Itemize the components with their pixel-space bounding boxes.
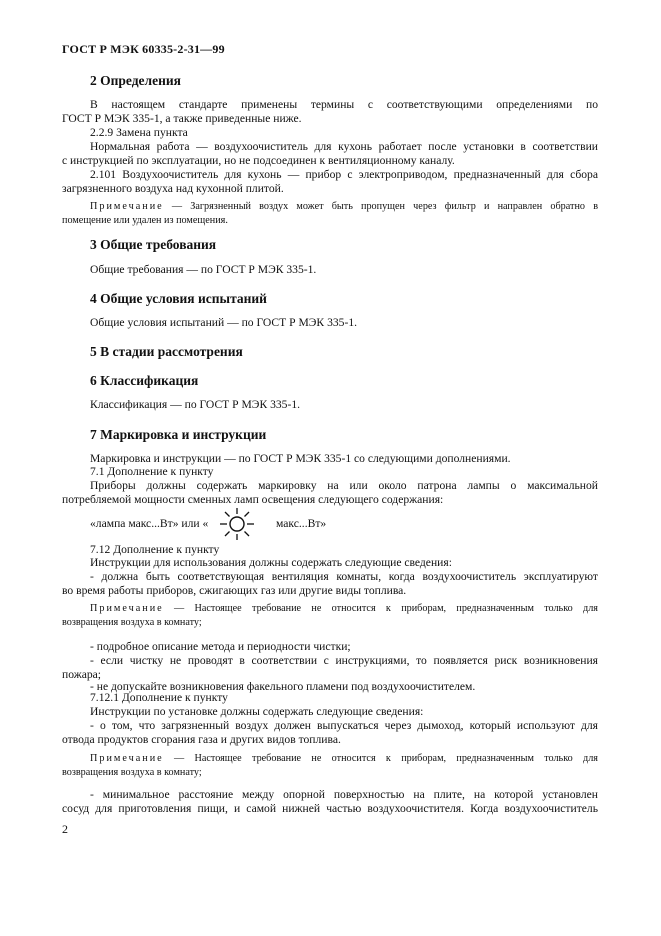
fire-risk-line2: пожара; (62, 668, 102, 681)
note-1-text: — Загрязненный воздух может быть пропущен через фильтр и направлен обратно в (163, 201, 598, 212)
ventilation-line1: - должна быть соответствующая вентиляция комнаты, когда воздухоочиститель эксплуатируют (90, 570, 598, 583)
note-2-line2: возвращения воздуха в комнату; (62, 617, 202, 628)
marking-text: «лампа макс...Вт» или « (90, 517, 209, 530)
note-1-line1 (90, 200, 598, 214)
flue-line1: - о том, что загрязненный воздух должен выпускаться через дымоход, который используют для (90, 719, 598, 732)
clause-7-12-1: 7.12.1 Дополнение к пункту (90, 691, 228, 704)
page-number: 2 (62, 822, 68, 836)
note-2-label: Примечание (90, 603, 164, 614)
clause-7-12: 7.12 Дополнение к пункту (90, 543, 220, 556)
installation-intro: Инструкции по установке должны содержать следующие сведения: (90, 705, 424, 718)
normal-operation-line2: с инструкцией по эксплуатации, но не подсоединен к вентиляционному каналу. (62, 154, 455, 167)
clause-2-101-line1: 2.101 Воздухоочиститель для кухонь — прибор с электроприводом, предназначенный для сбора (90, 168, 598, 181)
section-4-heading: 4 Общие условия испытаний (90, 291, 267, 306)
note-2-line1 (90, 602, 598, 616)
lamp-icon (217, 506, 257, 542)
section-6-heading: 6 Классификация (90, 373, 199, 388)
marking-suffix: макс...Вт» (276, 517, 327, 530)
section-7-heading: 7 Маркировка и инструкции (90, 427, 267, 442)
clause-7-1-line1: Приборы должны содержать маркировку на или около патрона лампы о максимальной (90, 479, 598, 492)
note-2-text: — Настоящее требование не относится к приборам, предназначенным только для (163, 603, 598, 614)
note-3-text: — Настоящее требование не относится к приборам, предназначенным только для (163, 753, 598, 764)
note-1-label: Примечание (90, 201, 164, 212)
distance-line2: сосуд для приготовления пищи, и самой нижней частью воздухоочистителя. Когда воздухоочиститель (62, 802, 598, 815)
section-7-intro: Маркировка и инструкции — по ГОСТ Р МЭК 335-1 со следующими дополнениями. (90, 452, 511, 465)
section-2-heading: 2 Определения (90, 73, 181, 88)
note-3-label: Примечание (90, 753, 164, 764)
clause-7-1: 7.1 Дополнение к пункту (90, 465, 214, 478)
section-6-text: Классификация — по ГОСТ Р МЭК 335-1. (90, 398, 301, 411)
cleaning-item: - подробное описание метода и периодности чистки; (90, 640, 351, 653)
section-2-intro-line2: ГОСТ Р МЭК 335-1, а также приведенные ниже. (62, 112, 302, 125)
section-2-intro-line1: В настоящем стандарте применены термины с соответствующими определениями по (90, 98, 598, 111)
fire-risk-line1: - если чистку не проводят в соответствии с инструкциями, то появляется риск возникновения (90, 654, 598, 667)
flame-item: - не допускайте возникновения факельного пламени под воздухоочистителем. (90, 680, 476, 693)
section-3-heading: 3 Общие требования (90, 237, 217, 252)
clause-7-1-line2: потребляемой мощности сменных ламп освещения следующего содержания: (62, 493, 444, 506)
clause-2-2-9: 2.2.9 Замена пункта (90, 126, 188, 139)
clause-7-12-line1: Инструкции для использования должны содержать следующие сведения: (90, 556, 452, 569)
section-3-text: Общие требования — по ГОСТ Р МЭК 335-1. (90, 263, 317, 276)
note-1-line2: помещение или удален из помещения. (62, 215, 228, 226)
clause-2-101-line2: загрязненного воздуха над кухонной плитой. (62, 182, 284, 195)
ventilation-line2: во время работы приборов, сжигающих газ или другие виды топлива. (62, 584, 407, 597)
flue-line2: отвода продуктов сгорания газа и других видов топлива. (62, 733, 341, 746)
document-header: ГОСТ Р МЭК 60335-2-31—99 (62, 42, 225, 56)
distance-line1: - минимальное расстояние между опорной поверхностью на плите, на которой установлен (90, 788, 598, 801)
section-4-text: Общие условия испытаний — по ГОСТ Р МЭК 335-1. (90, 316, 358, 329)
section-5-heading: 5 В стадии рассмотрения (90, 344, 243, 359)
note-3-line2: возвращения воздуха в комнату; (62, 767, 202, 778)
note-3-line1 (90, 752, 598, 766)
normal-operation-line1: Нормальная работа — воздухоочиститель для кухонь работает после установки в соответствии (90, 140, 598, 153)
